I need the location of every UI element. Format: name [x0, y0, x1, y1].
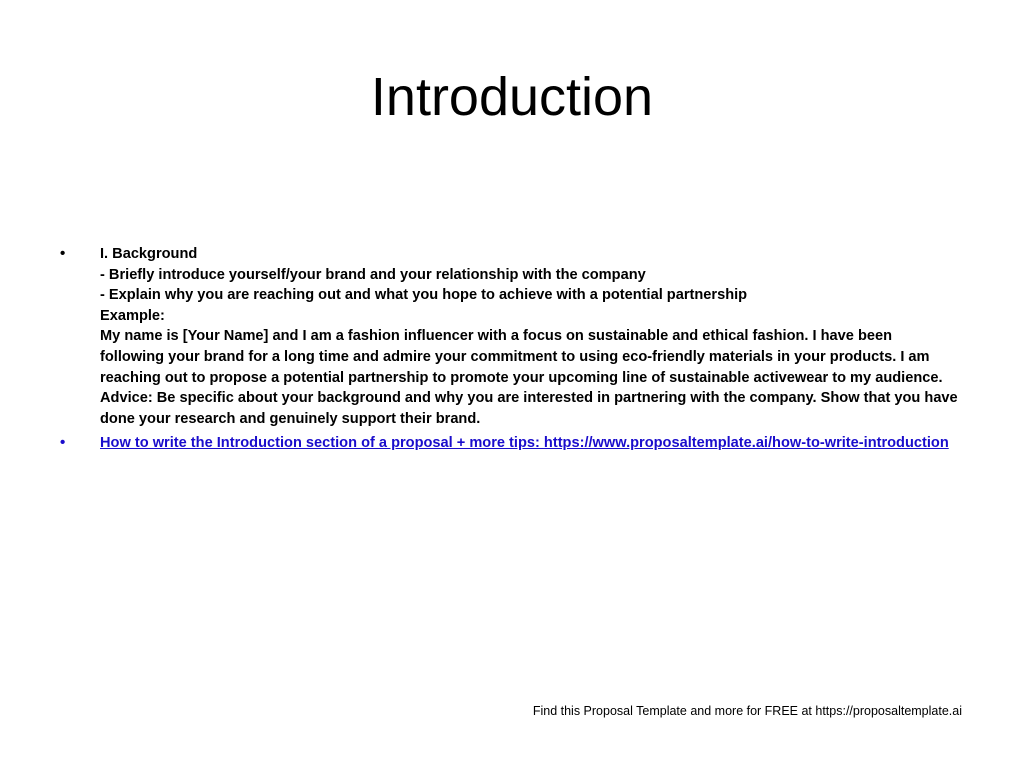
background-content: [100, 244, 960, 429]
example-label: Example:: [100, 307, 165, 324]
background-heading: I. Background: [100, 246, 198, 262]
background-point-1: - Briefly introduce yourself/your brand and your relationship with the company: [100, 266, 646, 283]
advice-text: Advice: Be specific about your background and why you are interested in partnering with the company. Show that you have done your research and genuinely support their brand.: [100, 390, 958, 427]
proposal-tips-link[interactable]: How to write the Introduction section of a proposal + more tips: https://www.proposaltemplate.ai/how-to-write-introduction: [100, 435, 949, 452]
background-point-2: - Explain why you are reaching out and what you hope to achieve with a potential partnership: [100, 287, 748, 304]
bullet-dot: •: [60, 245, 66, 262]
example-text: My name is [Your Name] and I am a fashion influencer with a focus on sustainable and ethical fashion. I have been following your brand for a long time and admire your commitment to using eco-friendly materials in your products. I am reaching out to propose a potential partnership to promote your upcoming line of sustainable activewear to my audience.: [100, 328, 943, 386]
slide-title: Introduction: [370, 67, 654, 127]
footer-note: Find this Proposal Template and more for FREE at https://proposaltemplate.ai: [532, 704, 962, 718]
bullet-list: [60, 244, 960, 458]
bullet-item-background: [60, 244, 960, 429]
bullet-dot: •: [60, 434, 66, 452]
bullet-item-link: [60, 433, 960, 454]
